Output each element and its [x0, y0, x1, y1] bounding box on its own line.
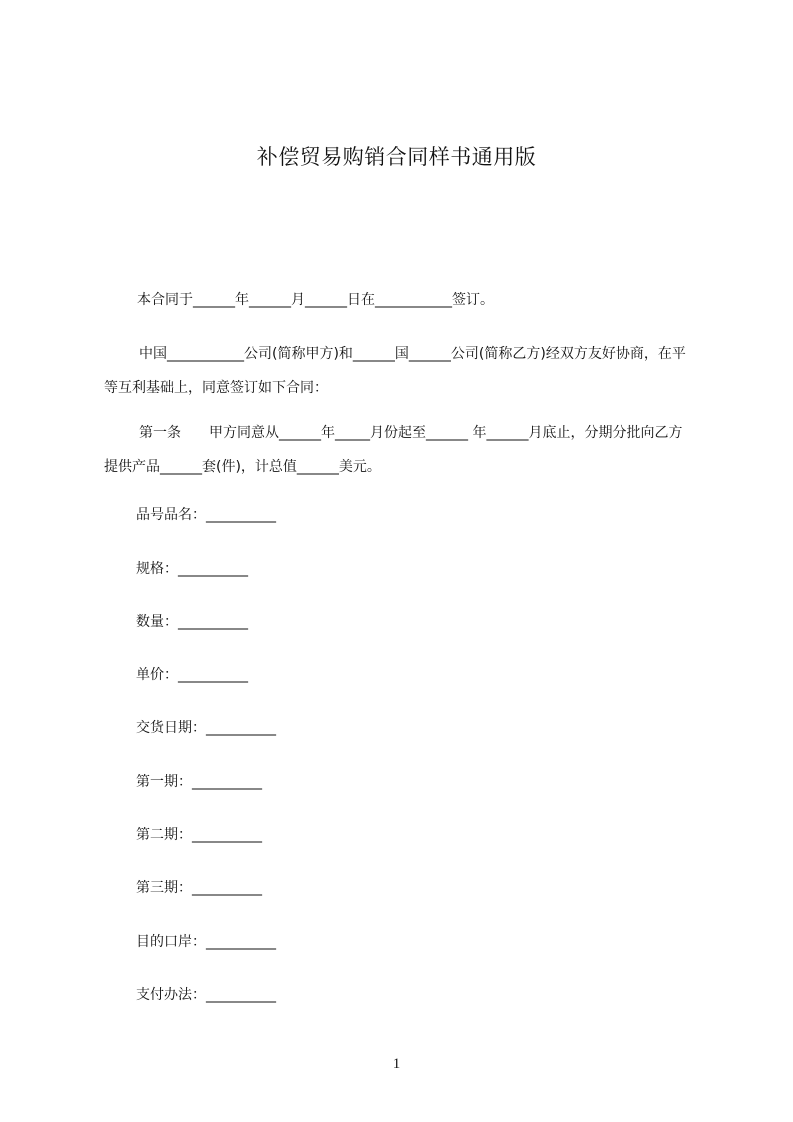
field-delivery-date: 交货日期：__________ [136, 720, 276, 736]
field-destination-port: 目的口岸：__________ [136, 934, 276, 950]
page-number: 1 [392, 1056, 401, 1072]
parties-paragraph: 中国___________公司(简称甲方)和______国______公司(简称乙方)经双方友好协商，在平等互利基础上，同意签订如下合同： [104, 346, 686, 396]
field-quantity: 数量：__________ [136, 614, 248, 630]
field-specification: 规格：__________ [136, 561, 248, 577]
field-payment-method: 支付办法：__________ [136, 987, 276, 1003]
article-one-paragraph: 第一条 甲方同意从______年_____月份起至______ 年______月底止，分期分批向乙方提供产品______套(件)，计总值______美元。 [104, 425, 683, 475]
field-product-name: 品号品名：__________ [136, 507, 276, 523]
field-unit-price: 单价：__________ [136, 667, 248, 683]
field-phase-three: 第三期：__________ [136, 880, 262, 896]
field-phase-two: 第二期：__________ [136, 827, 262, 843]
contract-date-paragraph: 本合同于______年______月______日在___________签订。 [137, 292, 494, 308]
document-title: 补偿贸易购销合同样书通用版 [256, 145, 537, 169]
field-phase-one: 第一期：__________ [136, 774, 262, 790]
